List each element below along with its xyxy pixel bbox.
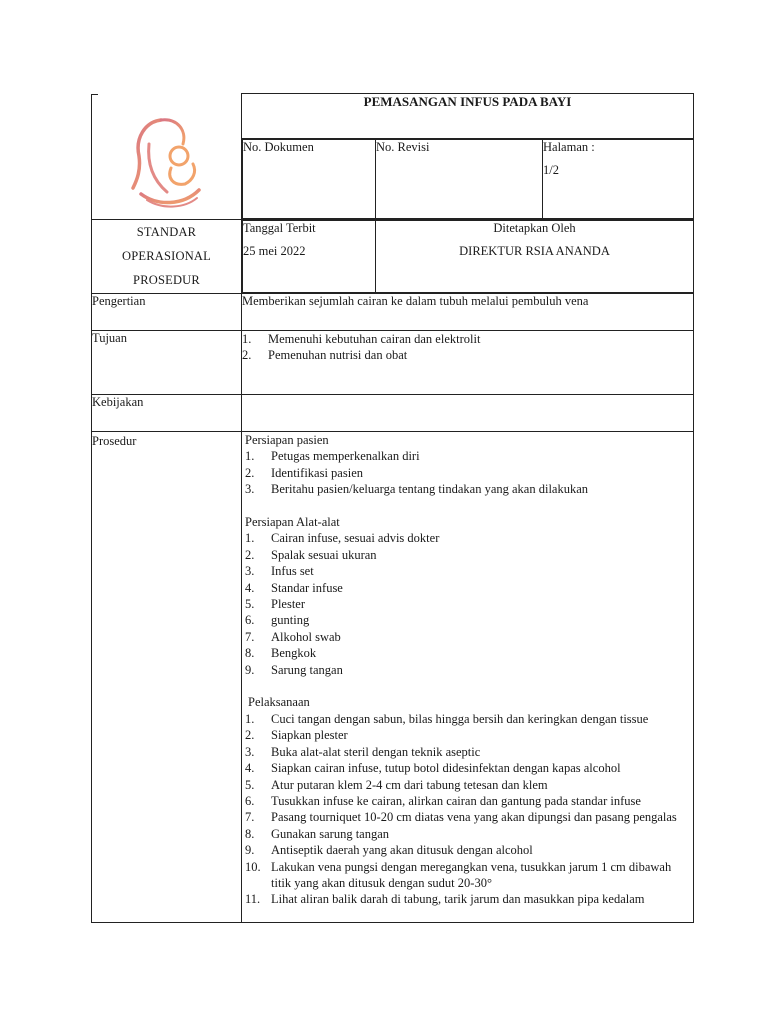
list-item-number: 8. — [245, 826, 255, 841]
no-dokumen-label: No. Dokumen — [243, 140, 376, 219]
list-item-number: 9. — [245, 843, 255, 858]
list-item-number: 2. — [242, 348, 252, 363]
kebijakan-label: Kebijakan — [92, 395, 242, 432]
halaman-cell — [543, 140, 694, 219]
list-item-number: 1. — [242, 332, 252, 346]
list-item-text: Cairan infuse, sesuai advis dokter — [271, 531, 440, 546]
persiapan-alat-list — [245, 530, 693, 678]
list-item — [245, 547, 693, 563]
sop-label-line3: PROSEDUR — [133, 273, 200, 287]
list-item — [245, 760, 693, 776]
document-meta-cell — [242, 139, 694, 220]
list-item-text: Siapkan plester — [271, 728, 348, 743]
list-item-number: 1. — [245, 711, 255, 726]
persiapan-pasien-list — [245, 448, 693, 497]
sop-table — [91, 93, 694, 923]
list-item-text: Plester — [271, 597, 306, 612]
list-item-number: 2. — [245, 728, 255, 743]
logo-cell — [92, 94, 242, 220]
list-item — [245, 612, 693, 628]
list-item-number: 6. — [245, 613, 255, 628]
pelaksanaan-heading: Pelaksanaan — [248, 695, 310, 710]
no-revisi-label: No. Revisi — [376, 140, 543, 219]
tujuan-label: Tujuan — [92, 331, 242, 395]
list-item-number: 3. — [245, 564, 255, 579]
list-item-text: Buka alat-alat steril dengan teknik aseptic — [271, 744, 481, 759]
list-item — [245, 580, 693, 596]
list-item-text: gunting — [271, 613, 310, 628]
tujuan-content — [242, 331, 694, 395]
list-item-text: Bengkok — [271, 646, 317, 661]
issue-cell — [242, 220, 694, 294]
list-item — [245, 777, 693, 793]
list-item-text: Tusukkan infuse ke cairan, alirkan cairan dan gantung pada standar infuse — [271, 793, 641, 808]
list-item-text: Sarung tangan — [271, 662, 343, 677]
list-item-text: Petugas memperkenalkan diri — [271, 449, 420, 464]
list-item-text: Pasang tourniquet 10-20 cm diatas vena yang akan dipungsi dan pasang pengalas — [271, 810, 677, 825]
list-item — [245, 826, 693, 842]
list-item — [245, 744, 693, 760]
tanggal-terbit-cell — [243, 221, 376, 293]
list-item-text: Memenuhi kebutuhan cairan dan elektrolit — [268, 332, 481, 346]
list-item-number: 4. — [245, 580, 255, 595]
list-item-number: 9. — [245, 662, 255, 677]
list-item-number: 6. — [245, 793, 255, 808]
list-item-text: Alkohol swab — [271, 629, 341, 644]
pengertian-text: Memberikan sejumlah cairan ke dalam tubuh melalui pembuluh vena — [242, 294, 694, 331]
list-item-number: 4. — [245, 761, 255, 776]
list-item-number: 5. — [245, 777, 255, 792]
list-item-text: Lihat aliran balik darah di tabung, tarik jarum dan masukkan pipa kedalam — [271, 892, 645, 907]
sop-label-line2: OPERASIONAL — [121, 249, 211, 263]
ditetapkan-label: Ditetapkan Oleh — [493, 221, 576, 235]
list-item — [245, 481, 693, 497]
list-item — [245, 842, 693, 858]
list-item-text: Cuci tangan dengan sabun, bilas hingga bersih dan keringkan dengan tissue — [271, 711, 649, 726]
list-item — [245, 793, 693, 809]
list-item-number: 8. — [245, 646, 255, 661]
list-item-number: 7. — [245, 629, 255, 644]
list-item — [245, 530, 693, 546]
list-item-text: Antiseptik daerah yang akan ditusuk dengan alcohol — [271, 843, 533, 858]
list-item-text: Beritahu pasien/keluarga tentang tindakan yang akan dilakukan — [271, 482, 589, 497]
prosedur-label: Prosedur — [92, 432, 242, 923]
list-item — [245, 465, 693, 481]
list-item — [245, 563, 693, 579]
list-item — [245, 629, 693, 645]
list-item-text: Gunakan sarung tangan — [271, 826, 390, 841]
list-item-number: 5. — [245, 597, 255, 612]
tanggal-terbit-value: 25 mei 2022 — [243, 244, 306, 258]
mother-child-logo-icon — [127, 114, 207, 210]
list-item-number: 1. — [245, 531, 255, 546]
halaman-label: Halaman : — [543, 140, 595, 154]
tanggal-terbit-label: Tanggal Terbit — [243, 221, 316, 235]
pengertian-label: Pengertian — [92, 294, 242, 331]
list-item-text: Siapkan cairan infuse, tutup botol didesinfektan dengan kapas alcohol — [271, 761, 621, 776]
list-item — [242, 347, 693, 363]
persiapan-pasien-heading: Persiapan pasien — [245, 433, 329, 447]
list-item-text: Lakukan vena pungsi dengan meregangkan vena, tusukkan jarum 1 cm dibawah titik yang akan ditusuk dengan sudut 20-30° — [271, 859, 672, 890]
list-item — [245, 596, 693, 612]
list-item — [245, 645, 693, 661]
list-item-number: 7. — [245, 810, 255, 825]
list-item — [245, 727, 693, 743]
list-item-number: 3. — [245, 744, 255, 759]
list-item — [245, 711, 693, 727]
sop-label-line1: STANDAR — [136, 225, 197, 239]
list-item — [245, 891, 693, 907]
prosedur-content — [242, 432, 694, 923]
list-item-text: Infus set — [271, 564, 314, 579]
list-item-number: 11. — [245, 892, 261, 907]
list-item-number: 1. — [245, 449, 255, 464]
list-item-text: Pemenuhan nutrisi dan obat — [268, 348, 408, 363]
list-item-number: 10. — [245, 859, 261, 874]
list-item — [245, 448, 693, 464]
list-item-text: Identifikasi pasien — [271, 465, 363, 480]
ditetapkan-cell — [376, 221, 694, 293]
list-item — [245, 859, 693, 892]
list-item — [242, 331, 693, 347]
list-item-text: Atur putaran klem 2-4 cm dari tabung tetesan dan klem — [271, 777, 548, 792]
list-item-text: Standar infuse — [271, 580, 343, 595]
pelaksanaan-list — [245, 711, 693, 908]
list-item-number: 2. — [245, 465, 255, 480]
document-title: PEMASANGAN INFUS PADA BAYI — [242, 94, 694, 139]
list-item-number: 2. — [245, 547, 255, 562]
persiapan-alat-heading: Persiapan Alat-alat — [245, 515, 340, 530]
list-item-number: 3. — [245, 482, 255, 497]
kebijakan-content — [242, 395, 694, 432]
halaman-value: 1/2 — [543, 163, 559, 177]
list-item — [245, 662, 693, 678]
sop-label-cell — [92, 220, 242, 294]
list-item — [245, 809, 693, 825]
tujuan-list — [242, 331, 693, 364]
list-item-text: Spalak sesuai ukuran — [271, 547, 377, 562]
ditetapkan-value: DIREKTUR RSIA ANANDA — [459, 244, 610, 258]
